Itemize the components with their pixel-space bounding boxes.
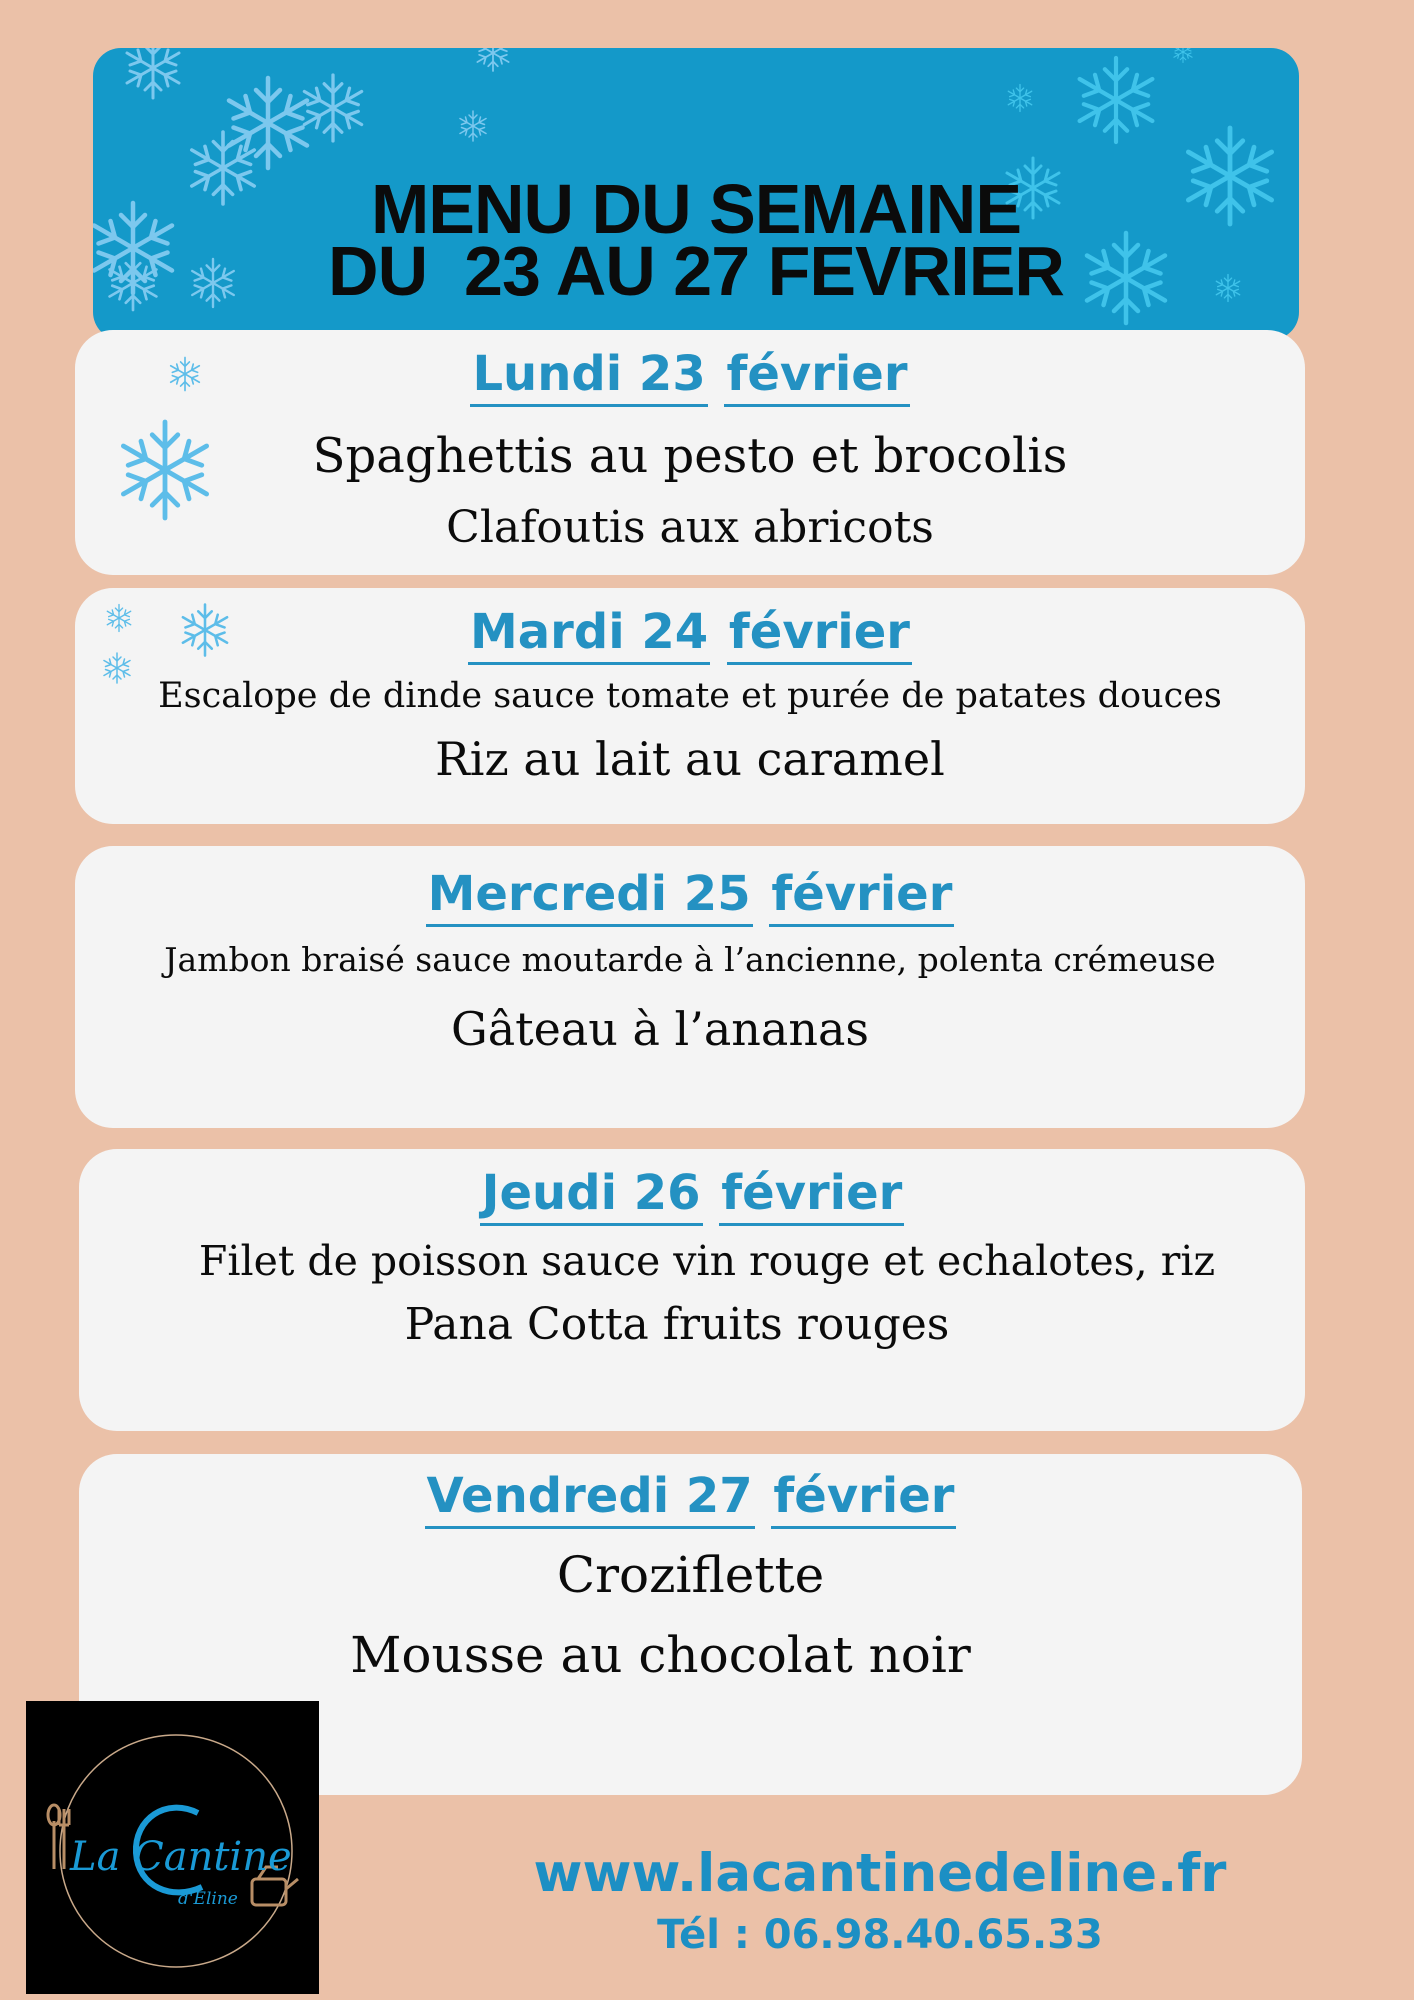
- day-title: [79, 1468, 1302, 1529]
- logo-text: La Cantine: [70, 1834, 292, 1880]
- day-month: février: [727, 604, 912, 665]
- day-card-monday: [75, 330, 1305, 575]
- day-month: février: [719, 1165, 904, 1226]
- day-title: [75, 604, 1305, 665]
- dessert: Riz au lait au caramel: [435, 732, 945, 786]
- day-name: Jeudi 26: [480, 1165, 703, 1226]
- title-line-1: MENU DU SEMAINE: [370, 170, 1022, 248]
- day-title: [75, 346, 1305, 407]
- day-card-wednesday: [75, 846, 1305, 1128]
- day-title: [75, 866, 1305, 927]
- day-title: [79, 1165, 1305, 1226]
- dessert: Pana Cotta fruits rouges: [404, 1299, 950, 1350]
- dessert: Gâteau à l’ananas: [450, 1002, 870, 1056]
- main-dish: Jambon braisé sauce moutarde à l’ancienne, polenta crémeuse: [164, 940, 1216, 979]
- day-name: Mercredi 25: [426, 866, 753, 927]
- day-name: Mardi 24: [468, 604, 710, 665]
- day-card-tuesday: [75, 588, 1305, 824]
- dessert: Mousse au chocolat noir: [350, 1626, 971, 1684]
- main-dish: Spaghettis au pesto et brocolis: [312, 428, 1068, 484]
- day-month: février: [771, 1468, 956, 1529]
- title-line-2: DU 23 AU 27 FEVRIER: [328, 232, 1064, 310]
- logo: [26, 1701, 319, 1994]
- dessert: Clafoutis aux abricots: [446, 502, 934, 553]
- day-month: février: [724, 346, 909, 407]
- menu-title: [93, 170, 1299, 310]
- menu-header: [93, 48, 1299, 340]
- day-card-thursday: [79, 1149, 1305, 1431]
- day-name: Vendredi 27: [425, 1468, 755, 1529]
- main-dish: Escalope de dinde sauce tomate et purée de patates douces: [158, 676, 1222, 716]
- logo-subtext: d'Eline: [178, 1889, 238, 1909]
- phone-number: Tél : 06.98.40.65.33: [657, 1912, 1103, 1958]
- day-month: février: [769, 866, 954, 927]
- main-dish: Croziflette: [556, 1546, 825, 1604]
- website-link[interactable]: www.lacantinedeline.fr: [533, 1843, 1227, 1904]
- day-name: Lundi 23: [470, 346, 707, 407]
- main-dish: Filet de poisson sauce vin rouge et echalotes, riz: [198, 1237, 1216, 1285]
